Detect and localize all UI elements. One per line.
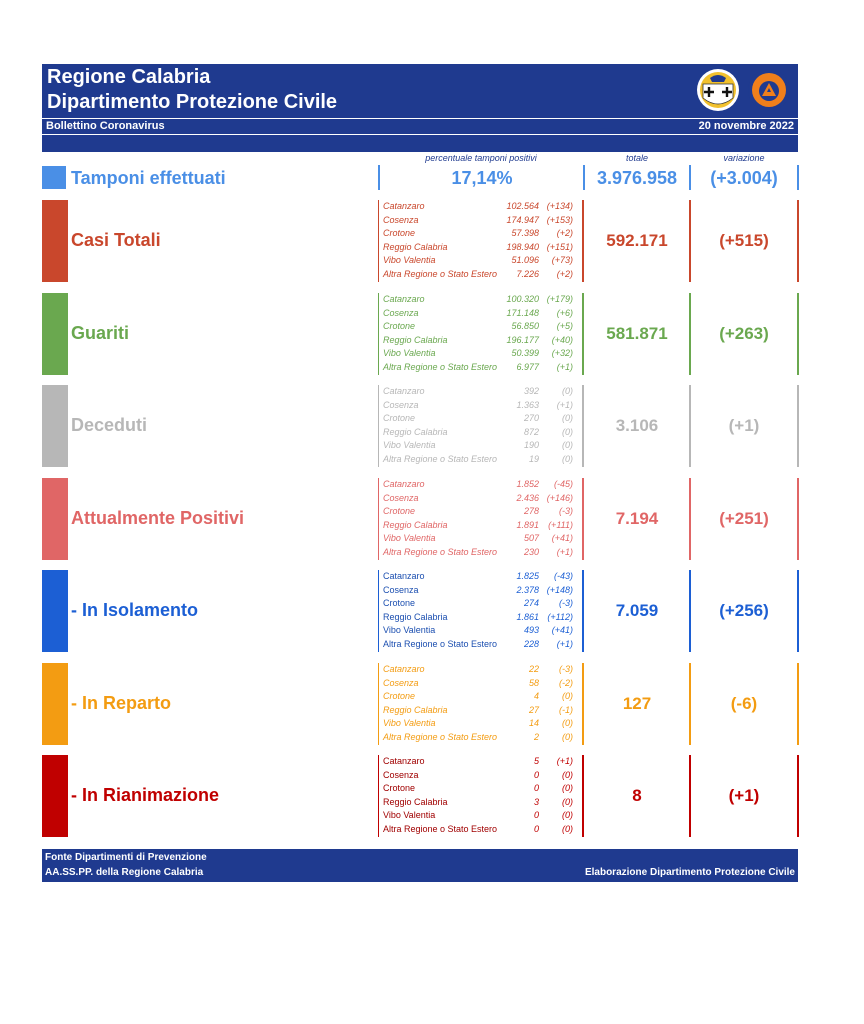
section-color-bar: [42, 293, 68, 375]
province-name: Catanzaro: [383, 756, 425, 766]
province-value: 493: [523, 625, 539, 636]
province-delta: (+1): [556, 638, 573, 649]
province-name: Catanzaro: [383, 386, 425, 396]
section-variation: (+515): [719, 231, 769, 250]
province-delta: (0): [562, 769, 573, 780]
section-label: Deceduti: [71, 415, 148, 435]
province-name: Vibo Valentia: [383, 533, 436, 544]
province-list: [383, 571, 579, 653]
section-block: [42, 663, 802, 745]
province-delta: (0): [562, 823, 573, 834]
province-name: Crotone: [383, 691, 416, 702]
province-delta: (-3): [559, 506, 573, 517]
section-divider-end: [797, 755, 799, 837]
province-value: 5: [533, 756, 539, 766]
section-divider-mid: [582, 663, 584, 745]
province-value: 50.399: [511, 348, 539, 359]
section-total: 581.871: [606, 324, 668, 343]
province-row: [383, 479, 579, 493]
section-divider-left: [378, 200, 379, 282]
province-delta: (0): [562, 386, 573, 396]
province-row: [383, 242, 579, 256]
section-divider-end: [797, 478, 799, 560]
province-delta: (0): [562, 413, 573, 424]
section-variation: (-6): [730, 694, 758, 713]
province-name: Altra Regione o Stato Estero: [383, 638, 498, 649]
province-name: Crotone: [383, 413, 416, 424]
province-row: [383, 493, 579, 507]
province-value: 2.378: [516, 584, 539, 595]
province-name: Catanzaro: [383, 664, 425, 674]
province-row: [383, 612, 579, 626]
province-delta: (-45): [553, 479, 573, 489]
percent-column-header: percentuale tamponi positivi: [425, 153, 537, 163]
section-variation: (+263): [719, 324, 769, 343]
province-delta: (0): [562, 783, 573, 794]
section-divider-mid: [582, 478, 584, 560]
province-row: [383, 335, 579, 349]
province-row: [383, 215, 579, 229]
province-name: Reggio Calabria: [383, 519, 448, 530]
province-delta: (+40): [551, 334, 573, 345]
province-name: Reggio Calabria: [383, 426, 448, 437]
province-name: Catanzaro: [383, 294, 425, 304]
province-delta: (+148): [546, 584, 573, 595]
province-value: 1.825: [516, 571, 539, 581]
province-row: [383, 718, 579, 732]
province-value: 1.891: [516, 519, 539, 530]
province-row: [383, 585, 579, 599]
province-delta: (+73): [551, 255, 573, 266]
province-value: 228: [523, 638, 539, 649]
province-value: 27: [528, 704, 539, 715]
province-delta: (+111): [548, 519, 573, 530]
province-row: [383, 547, 579, 561]
province-value: 22: [528, 664, 539, 674]
province-name: Altra Regione o Stato Estero: [383, 546, 498, 557]
province-value: 0: [533, 823, 539, 834]
province-value: 190: [523, 440, 539, 451]
province-name: Altra Regione o Stato Estero: [383, 268, 498, 279]
province-row: [383, 797, 579, 811]
province-row: [383, 506, 579, 520]
tamponi-total: 3.976.958: [596, 168, 678, 188]
province-delta: (+134): [546, 201, 573, 211]
province-row: [383, 824, 579, 838]
province-delta: (+41): [551, 625, 573, 636]
protezione-civile-logo-icon: [747, 68, 791, 112]
section-divider-mid: [582, 755, 584, 837]
section-divider-left: [378, 293, 379, 375]
province-value: 56.850: [511, 321, 539, 332]
elaboration-credit: Elaborazione Dipartimento Protezione Civile: [584, 867, 795, 878]
province-name: Reggio Calabria: [383, 334, 448, 345]
province-name: Cosenza: [383, 492, 419, 503]
province-row: [383, 598, 579, 612]
province-value: 230: [523, 546, 539, 557]
province-name: Altra Regione o Stato Estero: [383, 361, 498, 372]
bulletin-label: Bollettino Coronavirus: [46, 120, 165, 132]
source-line-2: AA.SS.PP. della Regione Calabria: [45, 867, 204, 878]
province-list: [383, 201, 579, 283]
tamponi-percent: 17,14%: [451, 168, 513, 188]
province-name: Vibo Valentia: [383, 440, 436, 451]
province-delta: (-3): [559, 598, 573, 609]
province-value: 198.940: [506, 241, 539, 252]
province-delta: (0): [562, 796, 573, 807]
section-divider-mid: [582, 293, 584, 375]
province-value: 6.977: [516, 361, 539, 372]
province-delta: (0): [562, 453, 573, 464]
province-value: 14: [528, 718, 539, 729]
section-total: 127: [622, 694, 652, 713]
province-delta: (+112): [547, 611, 573, 622]
section-label: - In Isolamento: [71, 600, 199, 620]
section-block: [42, 755, 802, 837]
province-delta: (0): [562, 718, 573, 729]
total-column-header: totale: [625, 153, 649, 163]
province-name: Vibo Valentia: [383, 718, 436, 729]
section-divider-end: [797, 570, 799, 652]
province-row: [383, 705, 579, 719]
province-delta: (+41): [551, 533, 573, 544]
province-delta: (+5): [556, 321, 573, 332]
province-delta: (+32): [551, 348, 573, 359]
section-block: [42, 570, 802, 652]
province-value: 57.398: [511, 228, 539, 239]
province-name: Crotone: [383, 783, 416, 794]
province-row: [383, 571, 579, 585]
section-divider-mid: [582, 385, 584, 467]
province-name: Reggio Calabria: [383, 796, 448, 807]
section-divider-mid: [582, 200, 584, 282]
province-value: 278: [523, 506, 539, 517]
province-list: [383, 386, 579, 468]
source-line-1: Fonte Dipartimenti di Prevenzione: [45, 852, 207, 863]
section-color-bar: [42, 755, 68, 837]
section-label: Attualmente Positivi: [71, 508, 245, 528]
province-row: [383, 400, 579, 414]
province-name: Cosenza: [383, 677, 419, 688]
section-divider-mid: [582, 570, 584, 652]
department-title: Dipartimento Protezione Civile: [47, 91, 338, 113]
province-name: Altra Regione o Stato Estero: [383, 731, 498, 742]
province-list: [383, 294, 579, 376]
province-row: [383, 308, 579, 322]
section-block: [42, 293, 802, 375]
province-name: Reggio Calabria: [383, 241, 448, 252]
province-delta: (+6): [556, 307, 573, 318]
province-value: 2: [533, 731, 539, 742]
province-value: 1.363: [516, 399, 539, 410]
province-row: [383, 321, 579, 335]
province-delta: (+1): [556, 399, 573, 410]
province-row: [383, 810, 579, 824]
section-variation: (+256): [719, 601, 769, 620]
province-name: Reggio Calabria: [383, 704, 448, 715]
province-name: Catanzaro: [383, 571, 425, 581]
section-divider-end: [797, 385, 799, 467]
section-color-bar: [42, 570, 68, 652]
province-name: Cosenza: [383, 214, 419, 225]
province-name: Vibo Valentia: [383, 810, 436, 821]
province-value: 270: [523, 413, 539, 424]
province-value: 0: [533, 769, 539, 780]
province-row: [383, 454, 579, 468]
province-value: 1.852: [516, 479, 539, 489]
tamponi-marker: [42, 166, 66, 189]
province-name: Catanzaro: [383, 479, 425, 489]
province-row: [383, 533, 579, 547]
province-name: Altra Regione o Stato Estero: [383, 453, 498, 464]
province-value: 2.436: [516, 492, 539, 503]
province-name: Crotone: [383, 228, 416, 239]
section-variation: (+1): [728, 416, 760, 435]
section-label: - In Rianimazione: [71, 785, 220, 805]
section-variation: (+251): [719, 509, 769, 528]
section-divider-left: [378, 570, 379, 652]
section-divider-left: [378, 755, 379, 837]
section-divider-left: [378, 385, 379, 467]
province-value: 171.148: [506, 307, 539, 318]
tamponi-divider-end: [797, 165, 799, 190]
province-name: Vibo Valentia: [383, 255, 436, 266]
province-delta: (-3): [559, 664, 573, 674]
province-row: [383, 362, 579, 376]
province-value: 872: [523, 426, 539, 437]
province-row: [383, 386, 579, 400]
province-value: 507: [523, 533, 539, 544]
section-total: 3.106: [615, 416, 659, 435]
section-divider-left: [378, 663, 379, 745]
province-value: 102.564: [506, 201, 539, 211]
province-row: [383, 732, 579, 746]
province-value: 392: [523, 386, 539, 396]
province-row: [383, 255, 579, 269]
province-delta: (+2): [556, 268, 573, 279]
province-value: 0: [533, 810, 539, 821]
section-divider-end: [797, 663, 799, 745]
province-row: [383, 440, 579, 454]
province-value: 7.226: [516, 268, 539, 279]
province-value: 274: [523, 598, 539, 609]
province-delta: (+2): [556, 228, 573, 239]
province-row: [383, 691, 579, 705]
province-row: [383, 427, 579, 441]
section-color-bar: [42, 200, 68, 282]
section-color-bar: [42, 385, 68, 467]
province-delta: (-43): [553, 571, 573, 581]
province-name: Crotone: [383, 598, 416, 609]
province-name: Vibo Valentia: [383, 625, 436, 636]
province-name: Reggio Calabria: [383, 611, 448, 622]
province-name: Crotone: [383, 506, 416, 517]
section-total: 592.171: [606, 231, 668, 250]
province-name: Cosenza: [383, 399, 419, 410]
province-name: Catanzaro: [383, 201, 425, 211]
province-name: Cosenza: [383, 307, 419, 318]
section-label: - In Reparto: [71, 693, 172, 713]
section-total: 7.194: [615, 509, 659, 528]
province-row: [383, 269, 579, 283]
province-name: Cosenza: [383, 769, 419, 780]
province-value: 1.861: [516, 611, 539, 622]
province-row: [383, 783, 579, 797]
province-delta: (+1): [556, 546, 573, 557]
province-delta: (+179): [546, 294, 573, 304]
province-value: 3: [533, 796, 539, 807]
province-delta: (+153): [546, 214, 573, 225]
report-footer: [42, 849, 798, 882]
variation-column-header: variazione: [723, 153, 765, 163]
province-row: [383, 413, 579, 427]
section-variation: (+1): [728, 786, 760, 805]
province-value: 4: [533, 691, 539, 702]
tamponi-variation: (+3.004): [710, 168, 778, 188]
province-row: [383, 678, 579, 692]
section-label: Guariti: [71, 323, 130, 343]
section-divider-end: [797, 200, 799, 282]
province-delta: (-1): [559, 704, 573, 715]
province-delta: (+1): [556, 756, 573, 766]
province-row: [383, 639, 579, 653]
province-delta: (0): [562, 691, 573, 702]
section-block: [42, 478, 802, 560]
section-total: 8: [632, 786, 642, 805]
section-block: [42, 385, 802, 467]
report-header: [42, 64, 798, 152]
province-row: [383, 228, 579, 242]
province-delta: (+151): [546, 241, 573, 252]
province-delta: (+146): [546, 492, 573, 503]
section-color-bar: [42, 478, 68, 560]
province-row: [383, 520, 579, 534]
province-row: [383, 625, 579, 639]
province-row: [383, 348, 579, 362]
province-delta: (0): [562, 731, 573, 742]
province-value: 58: [528, 677, 539, 688]
province-name: Crotone: [383, 321, 416, 332]
province-delta: (-2): [559, 677, 573, 688]
province-list: [383, 664, 579, 746]
header-subbar: [42, 118, 798, 135]
section-label: Casi Totali: [71, 230, 161, 250]
province-list: [383, 756, 579, 838]
section-color-bar: [42, 663, 68, 745]
section-divider-left: [378, 478, 379, 560]
calabria-coat-of-arms-icon: [696, 68, 740, 112]
province-name: Altra Regione o Stato Estero: [383, 823, 498, 834]
tamponi-label: Tamponi effettuati: [71, 168, 226, 188]
section-divider-end: [797, 293, 799, 375]
province-value: 19: [528, 453, 539, 464]
province-value: 196.177: [506, 334, 539, 345]
province-delta: (0): [562, 810, 573, 821]
section-block: [42, 200, 802, 282]
province-value: 100.320: [506, 294, 539, 304]
region-title: Regione Calabria: [47, 66, 211, 88]
province-value: 51.096: [511, 255, 539, 266]
province-value: 0: [533, 783, 539, 794]
province-delta: (0): [562, 440, 573, 451]
province-name: Cosenza: [383, 584, 419, 595]
province-row: [383, 294, 579, 308]
province-delta: (0): [562, 426, 573, 437]
province-row: [383, 664, 579, 678]
province-value: 174.947: [506, 214, 539, 225]
bulletin-date: 20 novembre 2022: [698, 120, 794, 132]
province-row: [383, 756, 579, 770]
province-row: [383, 201, 579, 215]
province-list: [383, 479, 579, 561]
section-total: 7.059: [615, 601, 659, 620]
province-delta: (+1): [556, 361, 573, 372]
province-row: [383, 770, 579, 784]
province-name: Vibo Valentia: [383, 348, 436, 359]
